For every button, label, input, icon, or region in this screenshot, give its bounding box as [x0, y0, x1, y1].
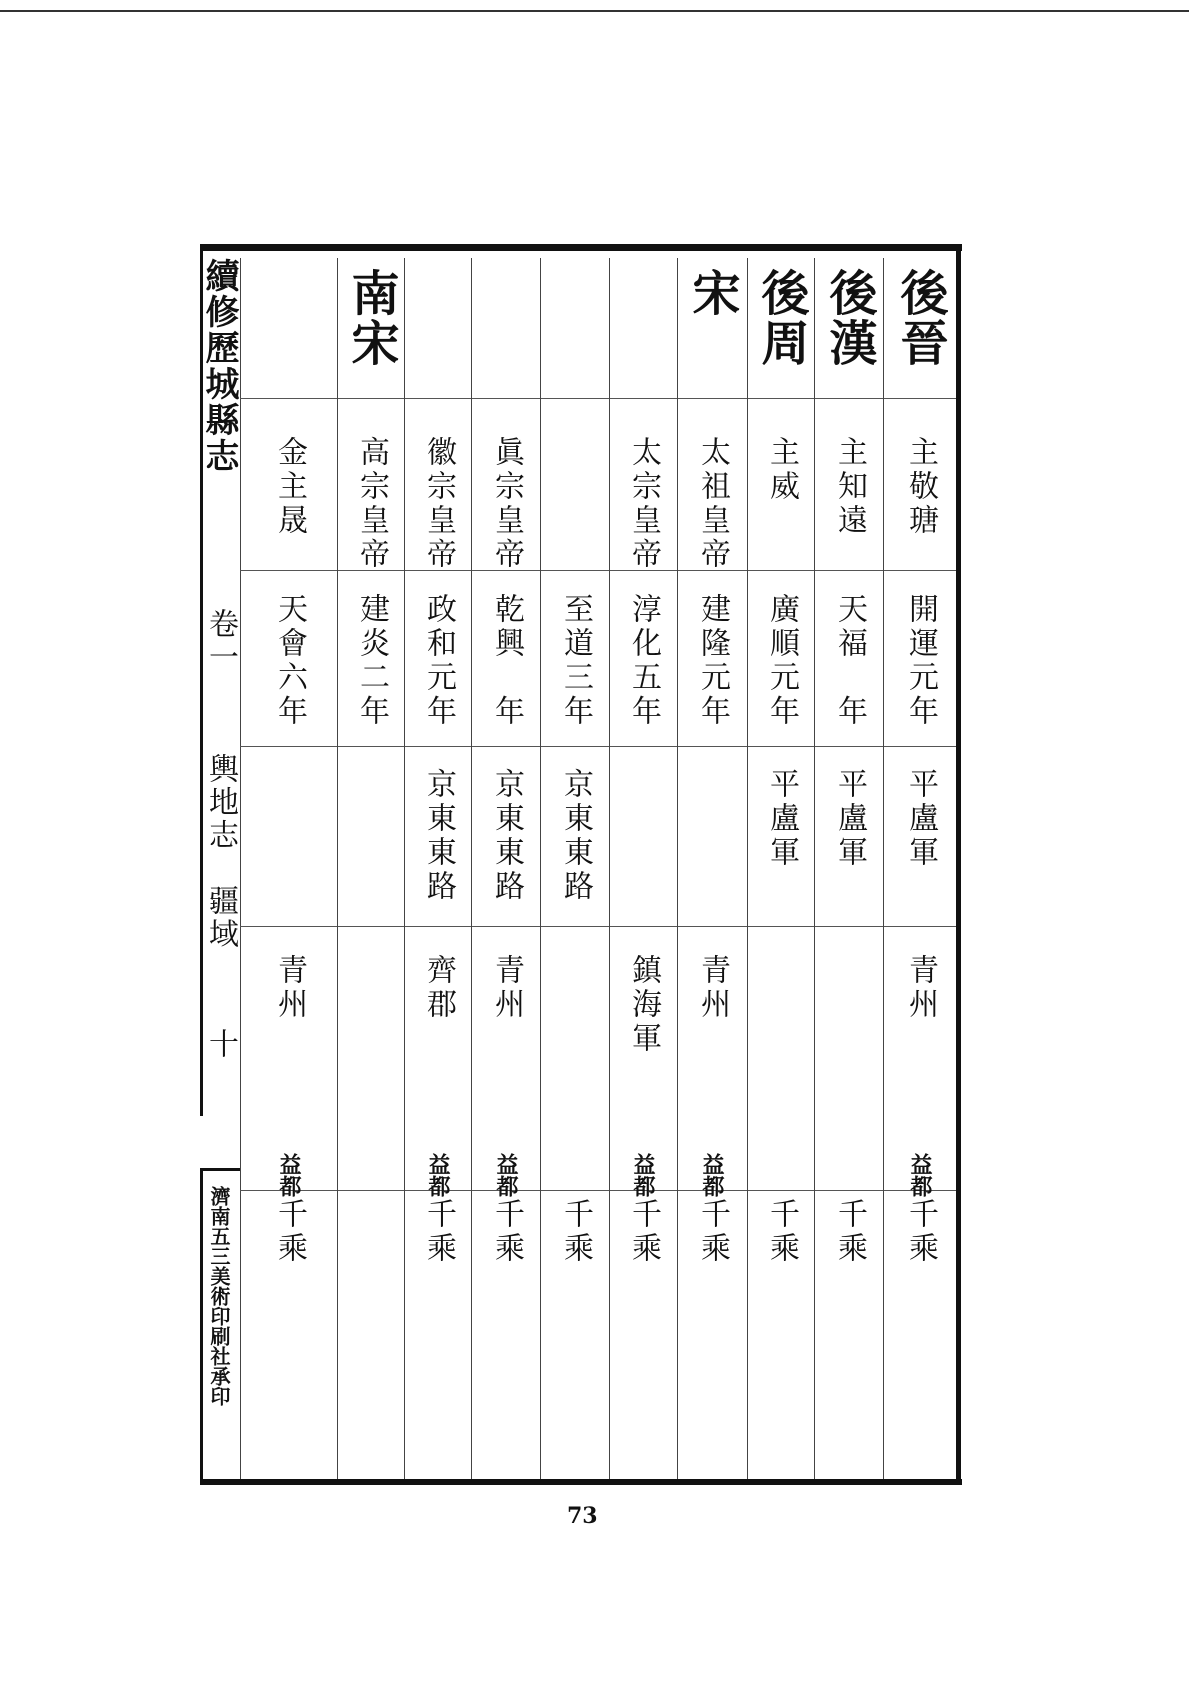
- ruler-cell: 太宗皇帝: [626, 436, 661, 572]
- jun-cell: 京東東路: [421, 768, 456, 904]
- imprint-text: 濟南五三美術印刷社承印: [207, 1186, 231, 1406]
- county-cell: 千乘: [272, 1198, 307, 1266]
- era-cell: 至道三年: [558, 593, 593, 729]
- fu-cell: 益都: [493, 1153, 519, 1197]
- page-number: 73: [567, 1503, 598, 1529]
- county-cell: 千乘: [558, 1198, 593, 1266]
- row-rule-5: [240, 1190, 956, 1191]
- column-rule: [540, 258, 541, 1479]
- prefecture-cell: 鎮海軍: [626, 954, 661, 1056]
- column-rule: [471, 258, 472, 1479]
- county-cell: 千乘: [695, 1198, 730, 1266]
- era-cell: 乾興 年: [489, 593, 524, 729]
- column-rule: [337, 258, 338, 1479]
- dynasty-label: 南宋: [343, 268, 399, 368]
- spine-section: 輿地志 疆域: [203, 753, 238, 951]
- row-rule-2: [240, 570, 956, 571]
- column-rule: [814, 258, 815, 1479]
- top-rule: [0, 10, 1189, 12]
- era-cell: 開運元年: [903, 593, 938, 729]
- column-rule: [404, 258, 405, 1479]
- dynasty-label: 後漢: [821, 268, 877, 368]
- fu-cell: 益都: [630, 1153, 656, 1197]
- row-rule-1: [240, 398, 956, 399]
- era-cell: 政和元年: [421, 593, 456, 729]
- imprint-rule: [203, 1168, 240, 1171]
- row-rule-3: [240, 746, 956, 747]
- spine-title: 續修歷城縣志: [199, 258, 239, 474]
- prefecture-cell: 青州: [489, 954, 524, 1022]
- column-rule: [883, 258, 884, 1479]
- dynasty-label: 宋: [684, 268, 740, 318]
- prefecture-cell: 青州: [695, 954, 730, 1022]
- border-right: [956, 244, 961, 1485]
- fu-cell: 益都: [425, 1153, 451, 1197]
- ruler-cell: 主知遠: [832, 436, 867, 538]
- jun-cell: 京東東路: [558, 768, 593, 904]
- county-cell: 千乘: [626, 1198, 661, 1266]
- era-cell: 天會六年: [272, 593, 307, 729]
- dynasty-label: 後周: [753, 268, 809, 368]
- dynasty-label: 後晉: [892, 268, 948, 368]
- spine-volume: 卷一: [203, 608, 238, 674]
- era-cell: 廣順元年: [764, 593, 799, 729]
- jun-cell: 平盧軍: [832, 768, 867, 870]
- ruler-cell: 眞宗皇帝: [489, 436, 524, 572]
- ruler-cell: 主威: [764, 436, 799, 504]
- border-bottom: [200, 1479, 962, 1485]
- ruler-cell: 徽宗皇帝: [421, 436, 456, 572]
- border-top: [200, 244, 962, 251]
- jun-cell: 京東東路: [489, 768, 524, 904]
- prefecture-cell: 青州: [903, 954, 938, 1022]
- county-cell: 千乘: [903, 1198, 938, 1266]
- era-cell: 淳化五年: [626, 593, 661, 729]
- column-rule: [747, 258, 748, 1479]
- era-cell: 建隆元年: [695, 593, 730, 729]
- county-cell: 千乘: [489, 1198, 524, 1266]
- county-cell: 千乘: [764, 1198, 799, 1266]
- ruler-cell: 太祖皇帝: [695, 436, 730, 572]
- border-left-bottom: [200, 1168, 203, 1485]
- column-rule: [609, 258, 610, 1479]
- column-rule: [677, 258, 678, 1479]
- jun-cell: 平盧軍: [903, 768, 938, 870]
- era-cell: 建炎二年: [354, 593, 389, 729]
- prefecture-cell: 齊郡: [421, 954, 456, 1022]
- prefecture-cell: 青州: [272, 954, 307, 1022]
- fu-cell: 益都: [907, 1153, 933, 1197]
- county-cell: 千乘: [421, 1198, 456, 1266]
- spine-folio: 十: [203, 1028, 238, 1061]
- fu-cell: 益都: [276, 1153, 302, 1197]
- era-cell: 天福 年: [832, 593, 867, 729]
- ruler-cell: 金主晟: [272, 436, 307, 538]
- jun-cell: 平盧軍: [764, 768, 799, 870]
- fu-cell: 益都: [699, 1153, 725, 1197]
- spine-divider: [240, 258, 241, 1479]
- page-frame: [200, 258, 962, 1491]
- county-cell: 千乘: [832, 1198, 867, 1266]
- ruler-cell: 高宗皇帝: [354, 436, 389, 572]
- ruler-cell: 主敬瑭: [903, 436, 938, 538]
- row-rule-4: [240, 926, 956, 927]
